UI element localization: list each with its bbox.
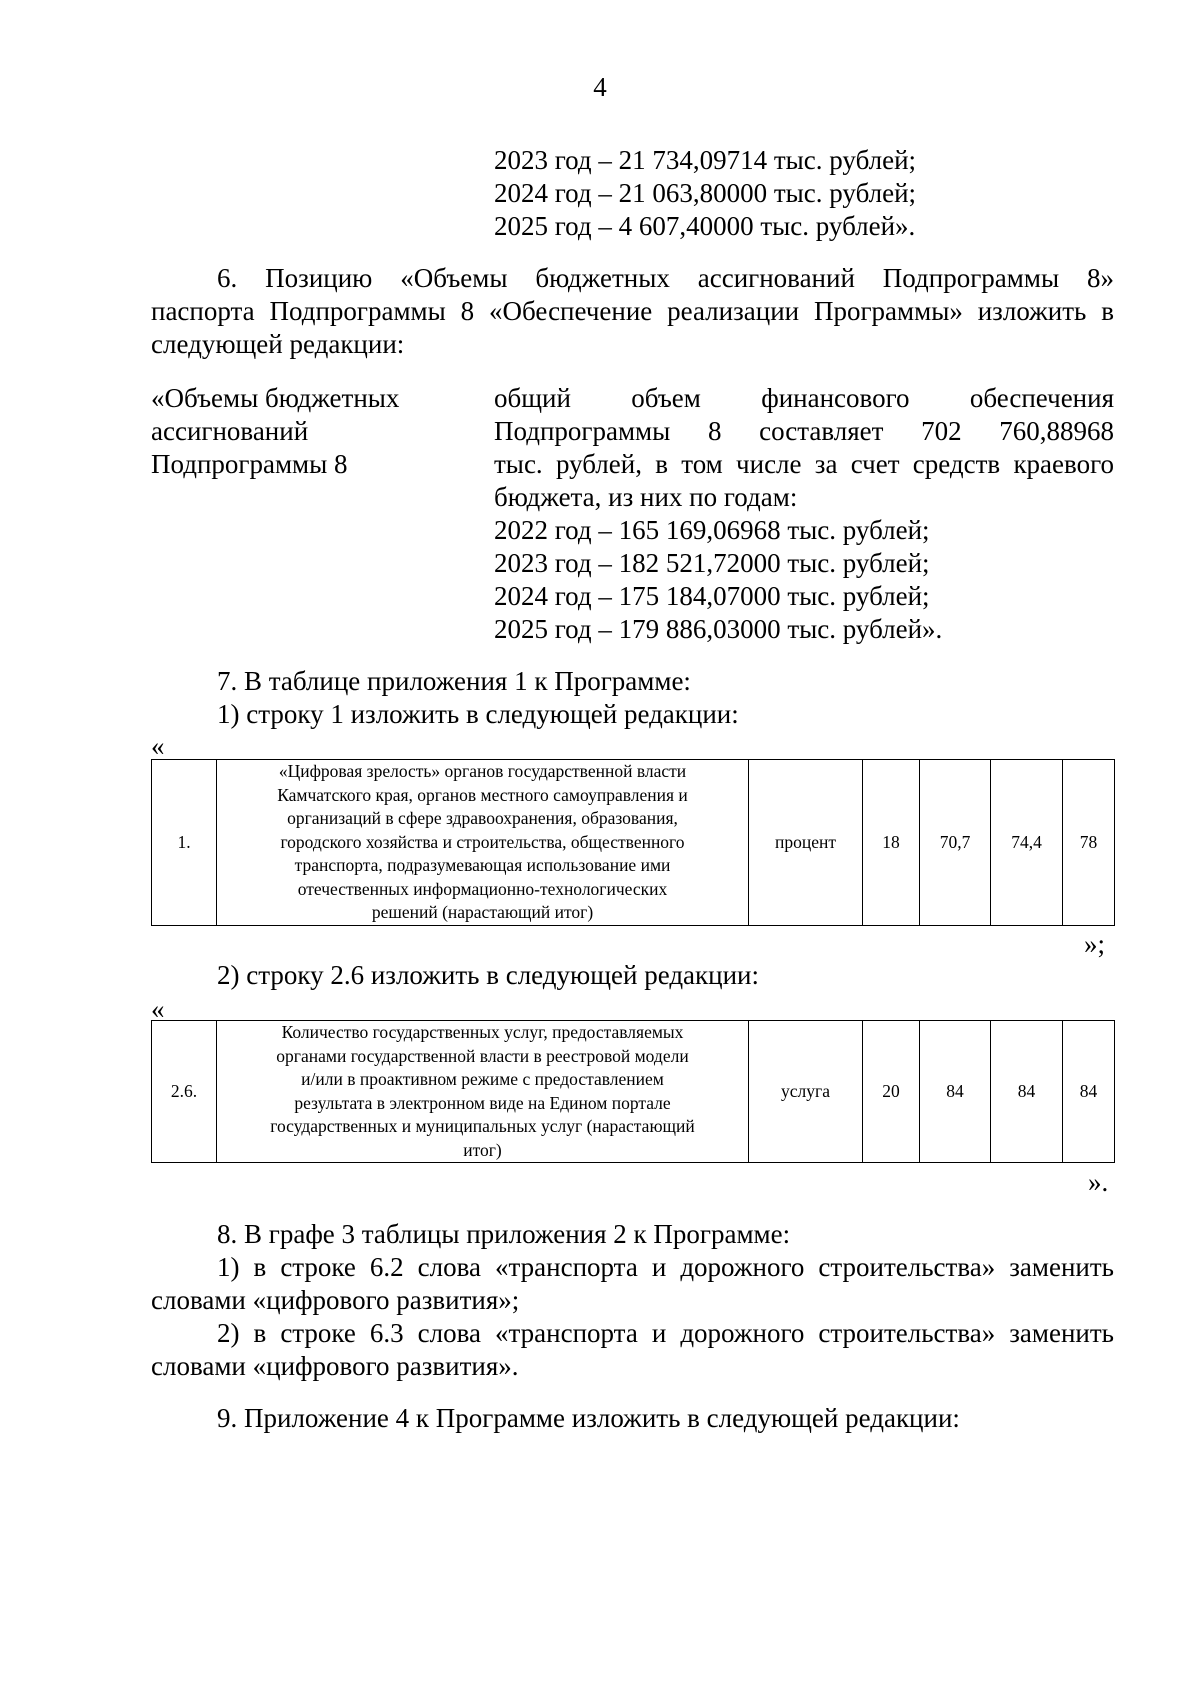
item8-sub1-line-2: словами «цифрового развития»; — [151, 1285, 520, 1315]
item7-sub1: 1) строку 1 изложить в следующей редакции: — [217, 699, 739, 729]
item8-heading: 8. В графе 3 таблицы приложения 2 к Программе: — [217, 1219, 791, 1249]
item6-value-line-2: Подпрограммы 8 составляет 702 760,88968 — [494, 416, 1114, 446]
table2-desc-line: государственных и муниципальных услуг (нарастающий — [270, 1116, 695, 1136]
table1-close-quote: »; — [1084, 929, 1106, 959]
table1-value: 78 — [1063, 760, 1115, 926]
item6-value-line-3: тыс. рублей, в том числе за счет средств краевого — [494, 449, 1114, 479]
table-row-1 — [151, 759, 1115, 926]
table1-value: 70,7 — [920, 760, 991, 926]
item6-year-2025: 2025 год – 179 886,03000 тыс. рублей». — [494, 614, 943, 644]
item7-sub2: 2) строку 2.6 изложить в следующей редакции: — [217, 960, 760, 990]
table1-desc-line: организаций в сфере здравоохранения, образования, — [287, 808, 678, 828]
item6-line-1: 6. Позицию «Объемы бюджетных ассигнований Подпрограммы 8» — [217, 263, 1114, 293]
table1-desc-line: решений (нарастающий итог) — [371, 902, 594, 922]
intro-year-2025: 2025 год – 4 607,40000 тыс. рублей». — [494, 211, 916, 241]
table1-desc-line: «Цифровая зрелость» органов государственной власти — [278, 761, 687, 781]
table1-value: 18 — [863, 760, 920, 926]
item8-sub1-line-1: 1) в строке 6.2 слова «транспорта и дорожного строительства» заменить — [217, 1252, 1114, 1282]
item6-label-line-1: «Объемы бюджетных — [151, 383, 400, 413]
page-number: 4 — [593, 72, 607, 102]
intro-year-2024: 2024 год – 21 063,80000 тыс. рублей; — [494, 178, 917, 208]
item6-label-line-3: Подпрограммы 8 — [151, 449, 348, 479]
item6-year-2023: 2023 год – 182 521,72000 тыс. рублей; — [494, 548, 930, 578]
table1-value: 74,4 — [991, 760, 1063, 926]
table2-value: 84 — [991, 1021, 1063, 1163]
table2-desc-line: результата в электронном виде на Едином портале — [294, 1092, 671, 1113]
item8-sub2-line-2: словами «цифрового развития». — [151, 1351, 519, 1381]
table2-close-quote: ». — [1088, 1167, 1109, 1197]
table2-open-quote: « — [151, 994, 165, 1024]
table1-unit: процент — [749, 760, 863, 926]
item7-heading: 7. В таблице приложения 1 к Программе: — [217, 666, 691, 696]
table-row-2-6 — [151, 1020, 1115, 1163]
table1-desc-line: городского хозяйства и строительства, общественного — [280, 831, 685, 852]
item6-label-line-2: ассигнований — [151, 416, 309, 446]
item6-line-2: паспорта Подпрограммы 8 «Обеспечение реализации Программы» изложить в — [151, 296, 1114, 326]
item8-sub2-line-1: 2) в строке 6.3 слова «транспорта и дорожного строительства» заменить — [217, 1318, 1114, 1348]
item9-heading: 9. Приложение 4 к Программе изложить в следующей редакции: — [217, 1403, 960, 1433]
table2-desc-line: и/или в проактивном режиме с предоставлением — [301, 1069, 664, 1089]
table1-desc-line: отечественных информационно-технологических — [297, 878, 668, 899]
item6-value-line-1: общий объем финансового обеспечения — [494, 383, 1114, 413]
table1-open-quote: « — [151, 731, 165, 761]
item6-line-3: следующей редакции: — [151, 329, 405, 359]
table2-value: 84 — [920, 1021, 991, 1163]
table1-description — [217, 760, 749, 926]
table2-desc-line: Количество государственных услуг, предоставляемых — [281, 1022, 684, 1042]
table1-desc-line: транспорта, подразумевающая использование ими — [294, 855, 671, 875]
table1-num: 1. — [152, 760, 217, 926]
item6-year-2024: 2024 год – 175 184,07000 тыс. рублей; — [494, 581, 930, 611]
table2-value: 20 — [863, 1021, 920, 1163]
table2-description — [217, 1021, 749, 1163]
item6-year-2022: 2022 год – 165 169,06968 тыс. рублей; — [494, 515, 930, 545]
table2-desc-line: органами государственной власти в реестровой модели — [276, 1045, 689, 1066]
table1-desc-line: Камчатского края, органов местного самоуправления и — [277, 784, 688, 805]
table2-num: 2.6. — [152, 1021, 217, 1163]
intro-year-2023: 2023 год – 21 734,09714 тыс. рублей; — [494, 145, 917, 175]
table2-unit: услуга — [749, 1021, 863, 1163]
item6-value-line-4: бюджета, из них по годам: — [494, 482, 798, 512]
table2-value: 84 — [1063, 1021, 1115, 1163]
table2-desc-line: итог) — [463, 1139, 502, 1160]
